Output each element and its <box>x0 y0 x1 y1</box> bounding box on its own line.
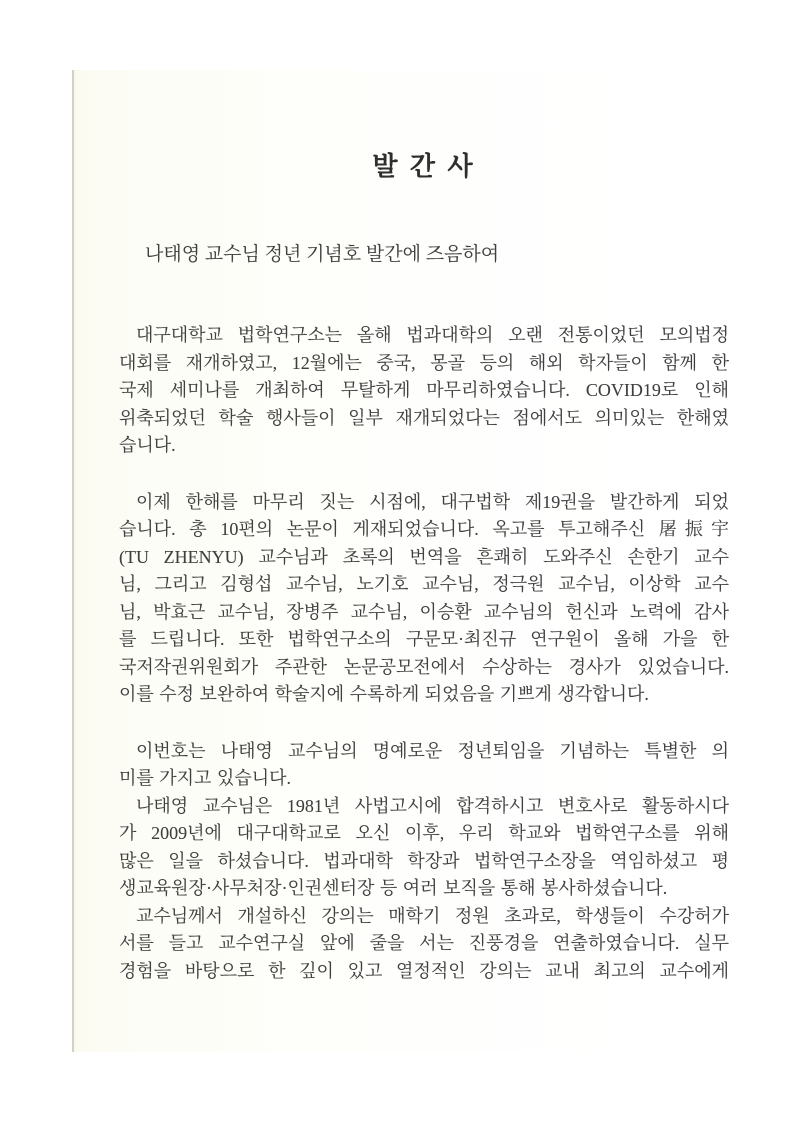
text-line: 나태영 교수님은 1981년 사법고시에 합격하시고 변호사로 활동하시다 <box>136 795 729 816</box>
body-text <box>119 322 729 985</box>
text-line: 습니다. 총 10편의 논문이 게재되었습니다. 옥고를 투고해주신 屠振宇 <box>119 519 729 539</box>
text-line: 습니다. <box>119 435 176 455</box>
text-line: 경험을 바탕으로 한 깊이 있고 열정적인 강의는 교내 최고의 교수에게 <box>119 960 729 981</box>
text-line: 대구대학교 법학연구소는 올해 법과대학의 오랜 전통이었던 모의법정 <box>136 325 729 345</box>
text-line: 이를 수정 보완하여 학술지에 수록하게 되었음을 기쁘게 생각합니다. <box>119 684 649 704</box>
text-line: 님, 박효근 교수님, 장병주 교수님, 이승환 교수님의 헌신과 노력에 감사 <box>119 601 729 622</box>
text-line: 이번호는 나태영 교수님의 명예로운 정년퇴임을 기념하는 특별한 의 <box>136 740 729 761</box>
paragraph <box>119 738 729 793</box>
text-line: 국저작권위원회가 주관한 논문공모전에서 수상하는 경사가 있었습니다. <box>119 656 729 677</box>
text-line: 미를 가지고 있습니다. <box>119 768 291 788</box>
paragraph <box>119 793 729 903</box>
text-line: 님, 그리고 김형섭 교수님, 노기호 교수님, 정극원 교수님, 이상학 교수 <box>119 574 729 594</box>
text-line: 많은 일을 하셨습니다. 법과대학 학장과 법학연구소장을 역임하셨고 평 <box>119 850 729 871</box>
text-column <box>119 0 729 1122</box>
text-line: (TU ZHENYU) 교수님과 초록의 번역을 흔쾌히 도와주신 손한기 교수 <box>119 546 729 567</box>
paragraph <box>119 322 729 460</box>
text-line: 위축되었던 학술 행사들이 일부 재개되었다는 점에서도 의미있는 한해였 <box>119 407 729 428</box>
page-title: 발 간 사 <box>372 152 476 181</box>
paragraph <box>119 903 729 986</box>
text-line: 가 2009년에 대구대학교로 오신 이후, 우리 학교와 법학연구소를 위해 <box>119 823 729 843</box>
dedication-subtitle: 나태영 교수님 정년 기념호 발간에 즈음하여 <box>145 244 500 265</box>
text-line: 국제 세미나를 개최하여 무탈하게 마무리하였습니다. COVID19로 인해 <box>119 380 729 400</box>
text-line: 를 드립니다. 또한 법학연구소의 구문모·최진규 연구원이 올해 가을 한 <box>119 629 729 649</box>
text-line: 교수님께서 개설하신 강의는 매학기 정원 초과로, 학생들이 수강허가 <box>136 905 729 926</box>
paragraph <box>119 489 729 709</box>
text-line: 이제 한해를 마무리 짓는 시점에, 대구법학 제19권을 발간하게 되었 <box>136 491 729 512</box>
text-line: 생교육원장·사무처장·인권센터장 등 여러 보직을 통해 봉사하셨습니다. <box>119 878 668 898</box>
page-left-edge-shadow <box>72 70 74 1052</box>
text-line: 서를 들고 교수연구실 앞에 줄을 서는 진풍경을 연출하였습니다. 실무 <box>119 933 729 953</box>
text-line: 대회를 재개하였고, 12월에는 중국, 몽골 등의 해외 학자들이 함께 한 <box>119 352 729 373</box>
